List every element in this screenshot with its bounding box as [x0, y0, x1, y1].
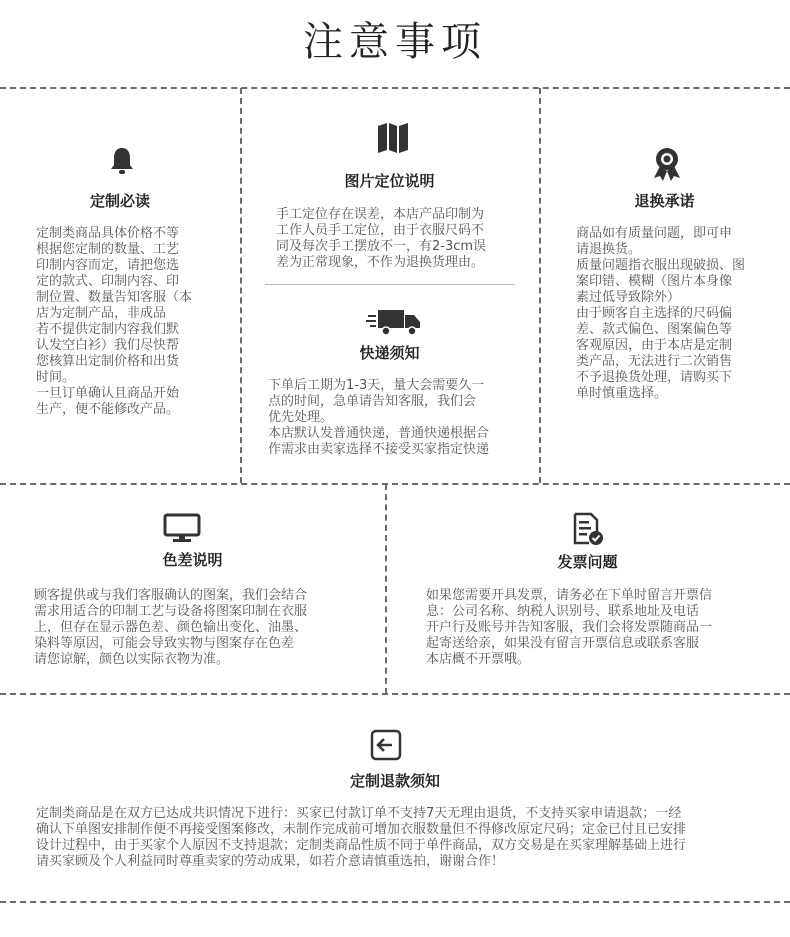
bell-icon [106, 145, 138, 177]
position-heading: 图片定位说明 [344, 172, 435, 190]
return-arrow-icon [370, 729, 402, 761]
invoice-heading: 发票问题 [557, 553, 618, 571]
refund-text: 定制类商品是在双方已达成共识情况下进行：买家已付款订单不支持7天无理由退货，不支持买家申请退款；一经 确认下单图安排制作便不再接受图案修改，未制作完成前可增加衣服数量但不得修改原定尺码；定金已付且已安排 设计过程中，由于买家个人原因不支持退款；定制类商品性质不同于单件商品，双方交易是在买家理解基础上进行 请买家顾及个人利益同时尊重卖家的劳动成果，如若介意请慎重选拍，谢谢合作！ [36, 806, 687, 869]
map-icon [375, 120, 411, 156]
position-text: 手工定位存在误差，本店产品印制为 工作人员手工定位，由于衣服尺码不 同及每次手工摆放不一，有2-3cm误 差为正常现象，不作为退换货理由。 [276, 207, 487, 270]
divider-lower [0, 693, 790, 695]
express-heading: 快递须知 [359, 344, 420, 362]
divider-col-1 [240, 88, 242, 483]
divider-bottom [0, 901, 790, 903]
custom-heading: 定制必读 [89, 192, 150, 210]
monitor-icon [163, 513, 201, 543]
color-text: 顾客提供或与我们客服确认的图案，我们会结合 需求用适合的印制工艺与设备将图案印制在衣服 上，但存在显示器色差、颜色输出变化、油墨、 染料等原因，可能会导致实物与图案存在色差 请您谅解，颜色以实际衣物为准。 [34, 588, 308, 667]
color-heading: 色差说明 [162, 551, 223, 569]
divider-top [0, 87, 790, 89]
delivery-truck-icon [366, 306, 422, 338]
page-title: 注意事项 [303, 19, 487, 65]
divider-col-2 [539, 88, 541, 483]
invoice-icon [572, 512, 604, 546]
express-text: 下单后工期为1-3天，量大会需要久一 点的时间，急单请告知客服，我们会 优先处理。 本店默认发普通快递，普通快递根据合 作需求由卖家选择不接受买家指定快递 [268, 378, 490, 457]
position-separator [265, 284, 515, 285]
invoice-text: 如果您需要开具发票，请务必在下单时留言开票信 息：公司名称、纳税人识别号、联系地址及电话 开户行及账号并告知客服，我们会将发票随商品一 起寄送给亲，如果没有留言开票信息或联系客服 本店概不开票哦。 [426, 588, 713, 667]
divider-col-3 [385, 484, 387, 694]
return-text: 商品如有质量问题，即可申 请退换货。 质量问题指衣服出现破损、图 案印错、模糊（图片本身像 素过低导致除外） 由于顾客自主选择的尺码偏 差、款式偏色、图案偏色等 客观原因，由于本店是定制 类产品，无法进行二次销售 不予退换货处理，请购买下 单时慎重选择。 [576, 226, 746, 401]
award-ribbon-icon [650, 146, 684, 182]
return-heading: 退换承诺 [634, 192, 695, 210]
refund-heading: 定制退款须知 [349, 772, 440, 790]
divider-middle [0, 483, 790, 485]
custom-text: 定制类商品具体价格不等 根据您定制的数量、工艺 印制内容而定，请把您选 定的款式、印制内容、印 制位置、数量告知客服（本 店为定制产品，非成品 若不提供定制内容我们默 认发空白衫）我们尽快帮 您核算出定制价格和出货 时间。 一旦订单确认且商品开始 生产，便不能修改产品。 [36, 226, 193, 417]
